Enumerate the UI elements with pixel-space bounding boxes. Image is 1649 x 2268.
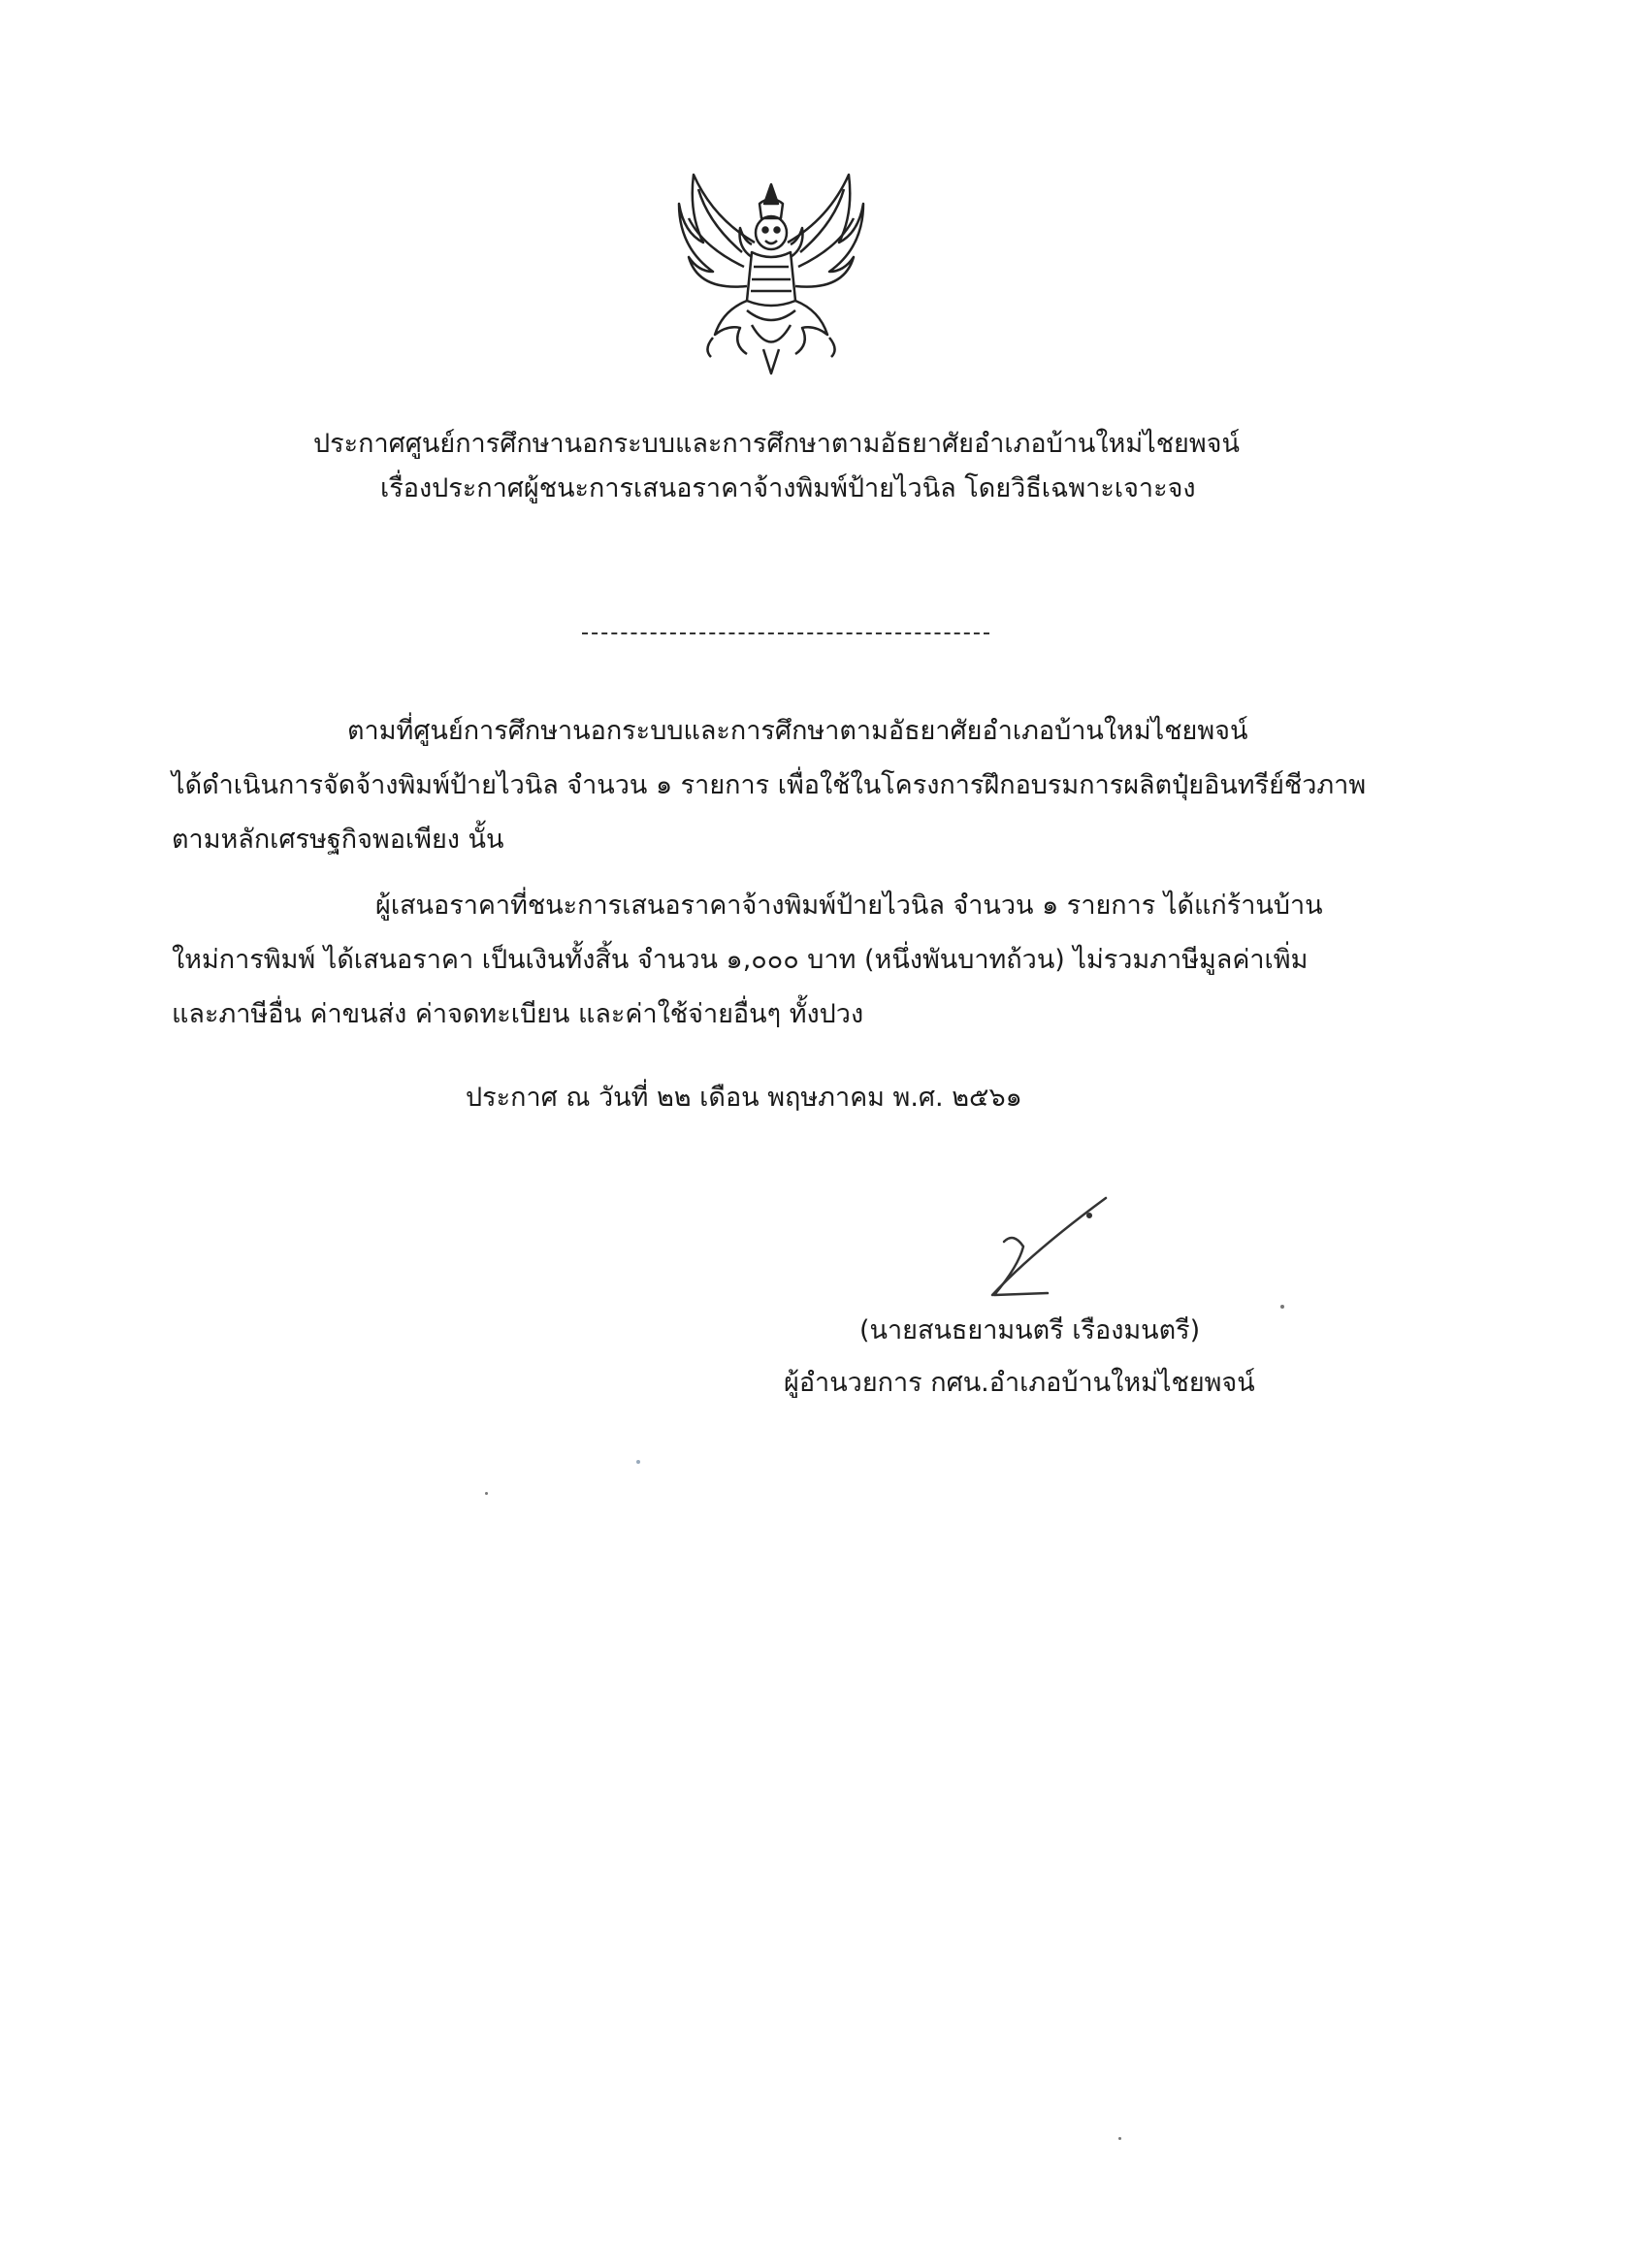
paragraph-2-line-1: ผู้เสนอราคาที่ชนะการเสนอราคาจ้างพิมพ์ป้ายไวนิล จำนวน ๑ รายการ ได้แก่ร้านบ้าน: [375, 891, 1323, 921]
separator-line: [582, 632, 989, 634]
signatory-name: (นายสนธยามนตรี เรืองมนตรี): [859, 1315, 1201, 1345]
signatory-position: ผู้อำนวยการ กศน.อำเภอบ้านใหม่ไชยพจน์: [784, 1368, 1255, 1398]
announcement-date: ประกาศ ณ วันที่ ๒๒ เดือน พฤษภาคม พ.ศ. ๒๕๖๑: [466, 1083, 1022, 1113]
scan-speck: [1118, 2137, 1121, 2140]
announcement-subject: เรื่องประกาศผู้ชนะการเสนอราคาจ้างพิมพ์ป้ายไวนิล โดยวิธีเฉพาะเจาะจง: [380, 473, 1196, 503]
scan-speck: [1280, 1305, 1284, 1309]
paragraph-1-line-3: ตามหลักเศรษฐกิจพอเพียง นั้น: [172, 825, 504, 855]
paragraph-2-line-2: ใหม่การพิมพ์ ได้เสนอราคา เป็นเงินทั้งสิ้น จำนวน ๑,๐๐๐ บาท (หนึ่งพันบาทถ้วน) ไม่รวมภาษีมูลค่าเพิ่ม: [172, 945, 1309, 975]
scan-speck: [636, 1460, 640, 1464]
scan-speck: [485, 1492, 488, 1495]
paragraph-1-line-1: ตามที่ศูนย์การศึกษานอกระบบและการศึกษาตามอัธยาศัยอำเภอบ้านใหม่ไชยพจน์: [347, 716, 1248, 746]
announcement-title: ประกาศศูนย์การศึกษานอกระบบและการศึกษาตามอัธยาศัยอำเภอบ้านใหม่ไชยพจน์: [313, 429, 1240, 459]
garuda-emblem-icon: [655, 165, 888, 378]
paragraph-1-line-2: ได้ดำเนินการจัดจ้างพิมพ์ป้ายไวนิล จำนวน ๑ รายการ เพื่อใช้ในโครงการฝึกอบรมการผลิตปุ๋ยอินทรีย์ชีวภาพ: [172, 770, 1367, 800]
paragraph-2-line-3: และภาษีอื่น ค่าขนส่ง ค่าจดทะเบียน และค่าใช้จ่ายอื่นๆ ทั้งปวง: [172, 999, 864, 1029]
handwritten-signature-icon: [965, 1188, 1120, 1305]
